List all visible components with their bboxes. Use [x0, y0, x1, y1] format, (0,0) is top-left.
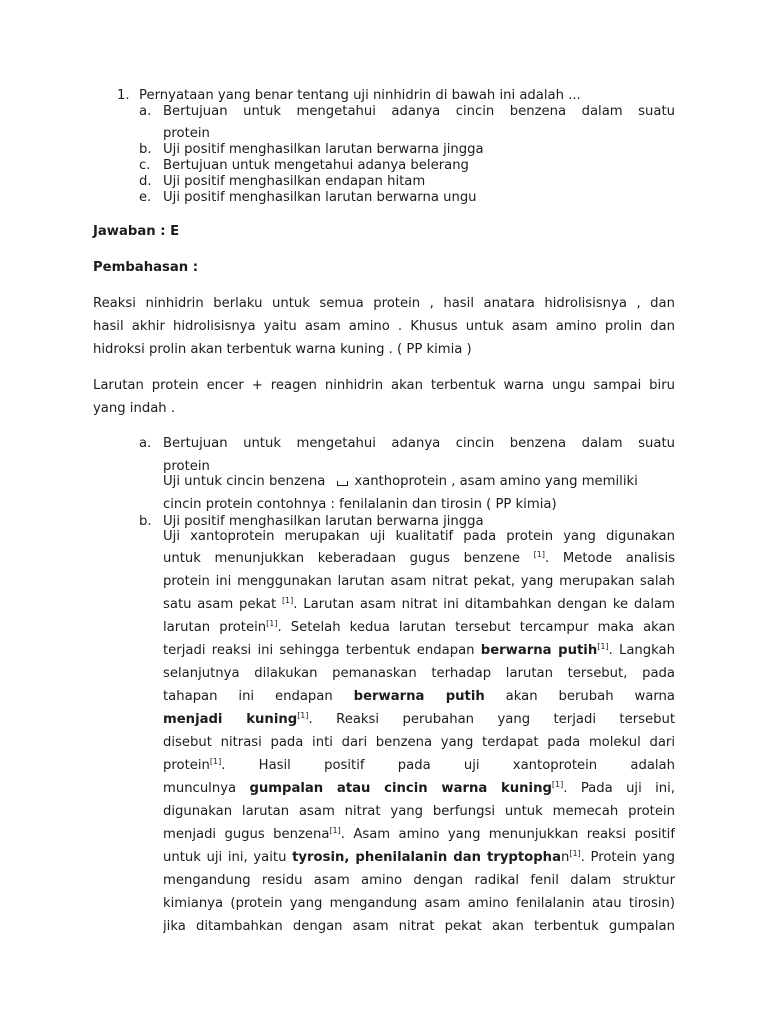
explain-b-line11: [163, 758, 675, 773]
bold-gumpalan: gumpalan atau cincin warna kuning: [249, 781, 552, 796]
explain-a-line4: cincin protein contohnya : fenilalanin dan tirosin ( PP kimia): [163, 497, 557, 512]
discussion-heading: Pembahasan :: [93, 260, 198, 275]
explain-b-line1: Uji xantoprotein merupakan uji kualitatif pada protein yang digunakan: [163, 529, 675, 544]
explain-b-line15-tail: . Protein yang: [580, 850, 675, 865]
explain-b-line11-tail: . Hasil positif pada uji xantoprotein adalah: [221, 758, 675, 773]
citation-ref: [1]: [281, 597, 294, 605]
para1-line1: Reaksi ninhidrin berlaku untuk semua protein , hasil anatara hidrolisisnya , dan: [93, 296, 675, 311]
explain-b-line12-text: munculnya: [163, 781, 237, 796]
option-e-text: Uji positif menghasilkan larutan berwarna ungu: [163, 190, 477, 205]
explain-b-line4-text: satu asam pekat: [163, 597, 277, 612]
explain-a-letter: a.: [139, 436, 152, 451]
equivalence-symbol-icon: [337, 481, 348, 486]
explain-b-line4-tail: . Larutan asam nitrat ini ditambahkan dengan ke dalam: [293, 597, 675, 612]
explain-b-line15-n: n: [560, 850, 570, 865]
option-a-line2: protein: [163, 126, 210, 141]
explain-b-line18: jika ditambahkan dengan asam nitrat pekat akan terbentuk gumpalan: [163, 919, 675, 934]
option-b-text: Uji positif menghasilkan larutan berwarna jingga: [163, 142, 484, 157]
explain-a-line2: protein: [163, 459, 210, 474]
explain-b-letter: b.: [139, 514, 152, 529]
explain-b-line6: [163, 643, 675, 658]
explain-b-title: Uji positif menghasilkan larutan berwarna jingga: [163, 514, 484, 529]
explain-a-line3: [163, 474, 675, 490]
citation-ref: [1]: [551, 781, 564, 789]
explain-b-line11-text: protein: [163, 758, 210, 773]
explain-b-line8-tail: akan berubah warna: [505, 689, 675, 704]
answer-line: Jawaban : E: [93, 224, 180, 239]
option-a-letter: a.: [139, 104, 152, 119]
explain-b-line14-text: menjadi gugus benzena: [163, 827, 330, 842]
para1-line2: hasil akhir hidrolisisnya yaitu asam amino . Khusus untuk asam amino prolin dan: [93, 319, 675, 334]
bold-berwarna-putih: berwarna putih: [480, 643, 598, 658]
explain-b-line12-tail: . Pada uji ini,: [563, 781, 675, 796]
question-text: Pernyataan yang benar tentang uji ninhidrin di bawah ini adalah ...: [139, 88, 581, 103]
explain-b-line2-tail: . Metode analisis: [544, 551, 675, 566]
option-c-text: Bertujuan untuk mengetahui adanya belerang: [163, 158, 469, 173]
explain-b-line13: digunakan larutan asam nitrat yang berfungsi untuk memecah protein: [163, 804, 675, 819]
explain-b-line2-text: untuk menunjukkan keberadaan gugus benzene: [163, 551, 520, 566]
para1-line3: hidroksi prolin akan terbentuk warna kuning . ( PP kimia ): [93, 342, 472, 357]
option-e-letter: e.: [139, 190, 152, 205]
explain-a-line1: Bertujuan untuk mengetahui adanya cincin benzena dalam suatu: [163, 436, 675, 451]
explain-a-line3-pre: Uji untuk cincin benzena: [163, 474, 326, 489]
citation-ref: [1]: [533, 551, 545, 559]
citation-ref: [1]: [329, 827, 341, 835]
explain-b-line15: [163, 850, 675, 865]
para2-line1: Larutan protein encer + reagen ninhidrin akan terbentuk warna ungu sampai biru: [93, 378, 675, 393]
explain-b-line17: kimianya (protein yang mengandung asam amino fenilalanin atau tirosin): [163, 896, 675, 911]
citation-ref: [1]: [597, 643, 609, 651]
bold-amino-acids: tyrosin, phenilalanin dan tryptopha: [292, 850, 561, 865]
explain-b-line6-tail: . Langkah: [608, 643, 675, 658]
explain-b-line15-text: untuk uji ini, yaitu: [163, 850, 287, 865]
question-number: 1.: [117, 88, 130, 103]
explain-b-line5-text: larutan protein: [163, 620, 267, 635]
explain-b-line16: mengandung residu asam amino dengan radikal fenil dalam struktur: [163, 873, 675, 888]
explain-b-line5-tail: . Setelah kedua larutan tersebut tercampur maka akan: [277, 620, 675, 635]
explain-b-line9: [163, 712, 675, 727]
option-a-line1: Bertujuan untuk mengetahui adanya cincin benzena dalam suatu: [163, 104, 675, 119]
explain-b-line7: selanjutnya dilakukan pemanaskan terhadap larutan tersebut, pada: [163, 666, 675, 681]
citation-ref: [1]: [266, 620, 278, 628]
bold-menjadi-kuning: menjadi kuning: [163, 712, 298, 727]
explain-b-line3: protein ini menggunakan larutan asam nitrat pekat, yang merupakan salah: [163, 574, 675, 589]
option-b-letter: b.: [139, 142, 152, 157]
explain-b-line4: [163, 597, 675, 612]
explain-b-line9-tail: . Reaksi perubahan yang terjadi tersebut: [308, 712, 675, 727]
citation-ref: [1]: [297, 712, 309, 720]
explain-b-line8: [163, 689, 675, 704]
explain-b-line8-text: tahapan ini endapan: [163, 689, 333, 704]
option-c-letter: c.: [139, 158, 151, 173]
bold-berwarna-putih-2: berwarna putih: [353, 689, 485, 704]
explain-b-line10: disebut nitrasi pada inti dari benzena yang terdapat pada molekul dari: [163, 735, 675, 750]
citation-ref: [1]: [209, 758, 222, 766]
explain-b-line12: [163, 781, 675, 796]
option-d-letter: d.: [139, 174, 152, 189]
explain-b-line14: [163, 827, 675, 842]
explain-b-line6-text: terjadi reaksi ini sehingga terbentuk endapan: [163, 643, 475, 658]
option-d-text: Uji positif menghasilkan endapan hitam: [163, 174, 426, 189]
explain-b-line5: [163, 620, 675, 635]
para2-line2: yang indah .: [93, 401, 176, 416]
explain-a-line3-post: xanthoprotein , asam amino yang memiliki: [354, 474, 638, 489]
explain-b-line2: [163, 551, 675, 566]
explain-b-line14-tail: . Asam amino yang menunjukkan reaksi positif: [340, 827, 675, 842]
citation-ref: [1]: [569, 850, 581, 858]
